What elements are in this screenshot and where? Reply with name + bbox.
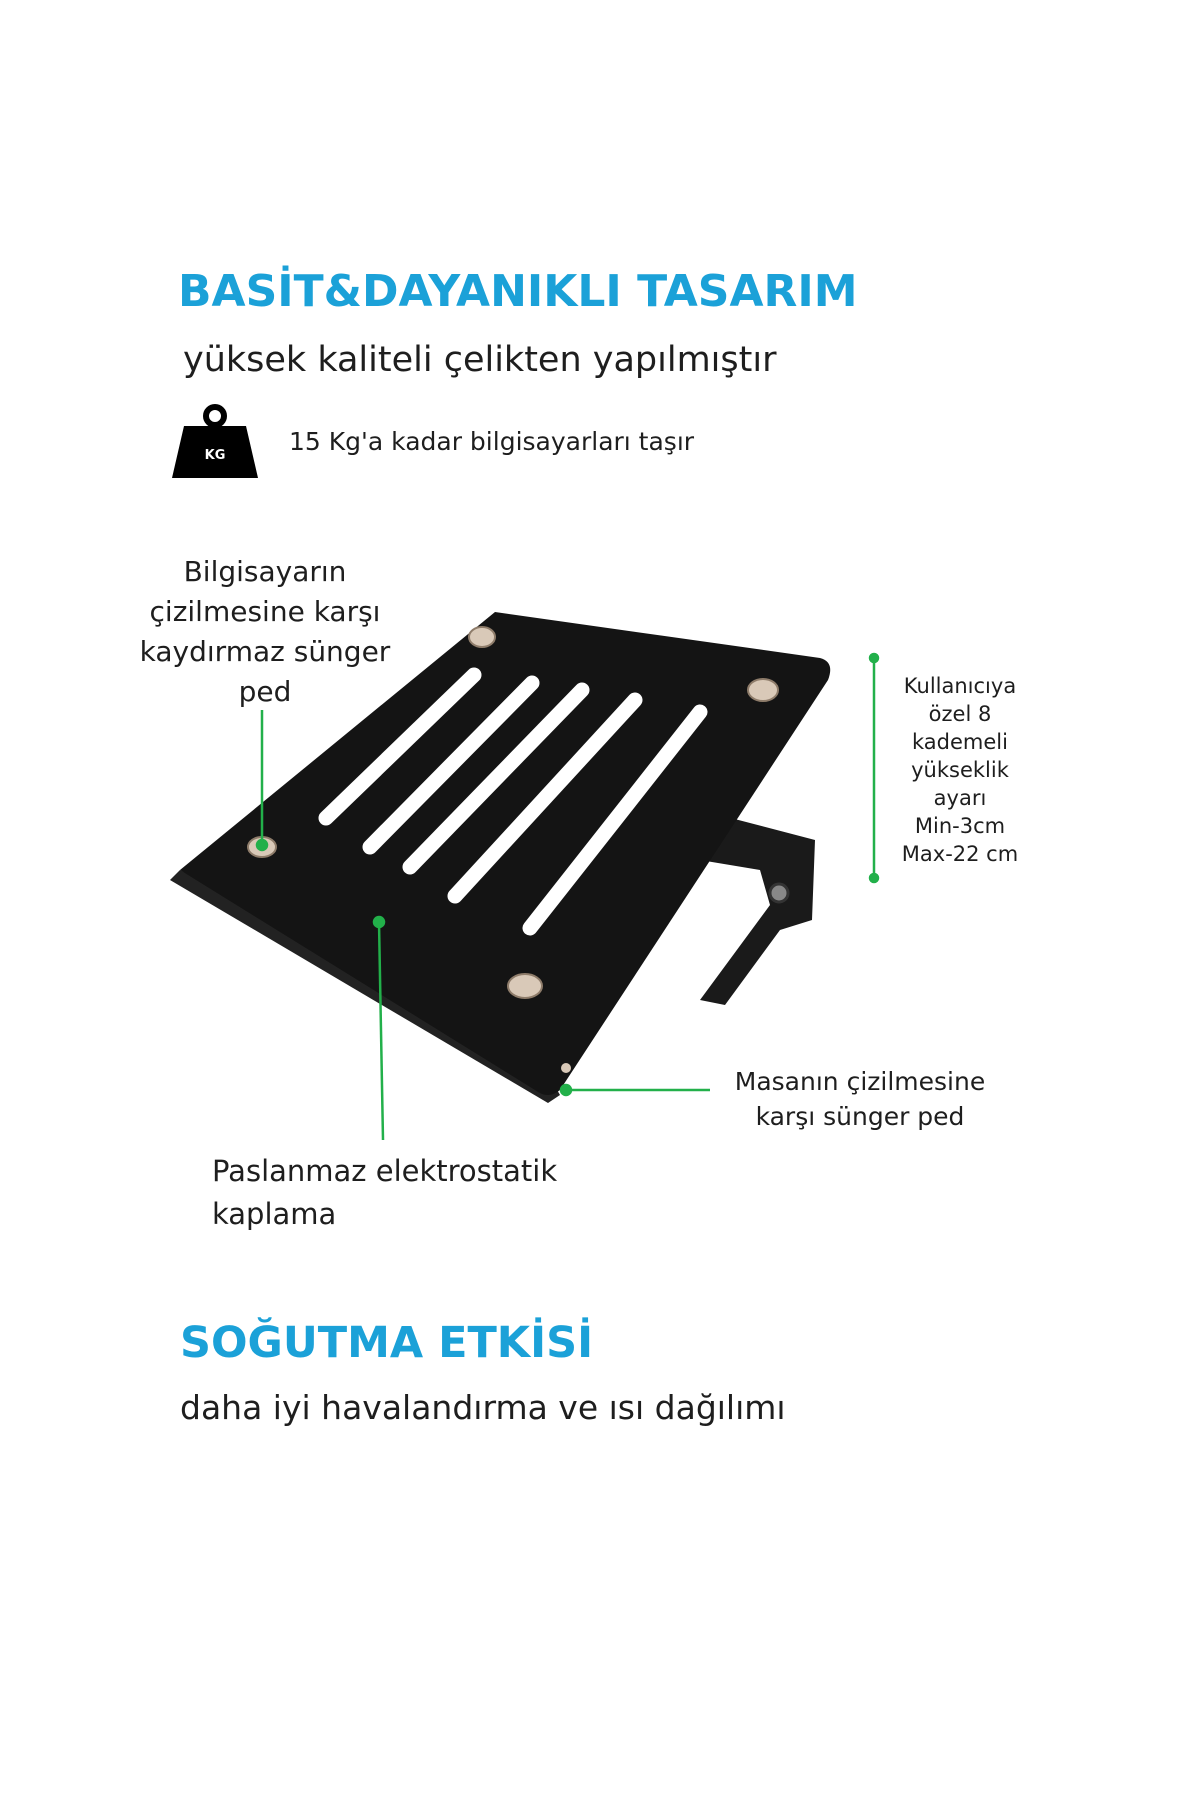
- weight-icon-label: KG: [204, 448, 226, 463]
- callout-top-pad-line: kaydırmaz sünger: [139, 635, 391, 668]
- callout-height-line: Min-3cm: [914, 814, 1006, 838]
- callout-height-line: ayarı: [933, 786, 987, 810]
- callout-top-pad-line: ped: [238, 675, 292, 708]
- callout-bottom-pad: [725, 1064, 995, 1134]
- callout-height-line: Kullanıcıya: [903, 674, 1017, 698]
- callout-bottom-pad-line: karşı sünger ped: [755, 1102, 965, 1131]
- callout-height-line: özel 8: [928, 702, 992, 726]
- callout-top-pad-line: çizilmesine karşı: [149, 595, 381, 628]
- callout-top-pad-line: Bilgisayarın: [183, 555, 347, 588]
- bottom-pad-icon: [561, 1063, 571, 1073]
- hinge-knob-icon: [770, 884, 788, 902]
- section-title-cooling: SOĞUTMA ETKİSİ: [180, 1318, 594, 1368]
- callout-height-line: kademeli: [912, 730, 1008, 754]
- callout-height-adjust: [890, 672, 1030, 868]
- weight-capacity-text: 15 Kg'a kadar bilgisayarları taşır: [289, 427, 695, 456]
- callout-coating-line: Paslanmaz elektrostatik: [212, 1154, 558, 1188]
- callout-height-line: Max-22 cm: [901, 842, 1019, 866]
- section-title-design: BASİT&DAYANIKLI TASARIM: [178, 266, 858, 317]
- section-subtitle-steel: yüksek kaliteli çelikten yapılmıştır: [183, 340, 777, 380]
- callout-height-line: yükseklik: [911, 758, 1009, 782]
- section-subtitle-ventilation: daha iyi havalandırma ve ısı dağılımı: [180, 1388, 786, 1427]
- callout-top-pad: [120, 552, 410, 712]
- callout-bottom-pad-line: Masanın çizilmesine: [734, 1067, 986, 1096]
- callout-coating: [212, 1150, 612, 1236]
- callout-coating-line: kaplama: [212, 1197, 337, 1231]
